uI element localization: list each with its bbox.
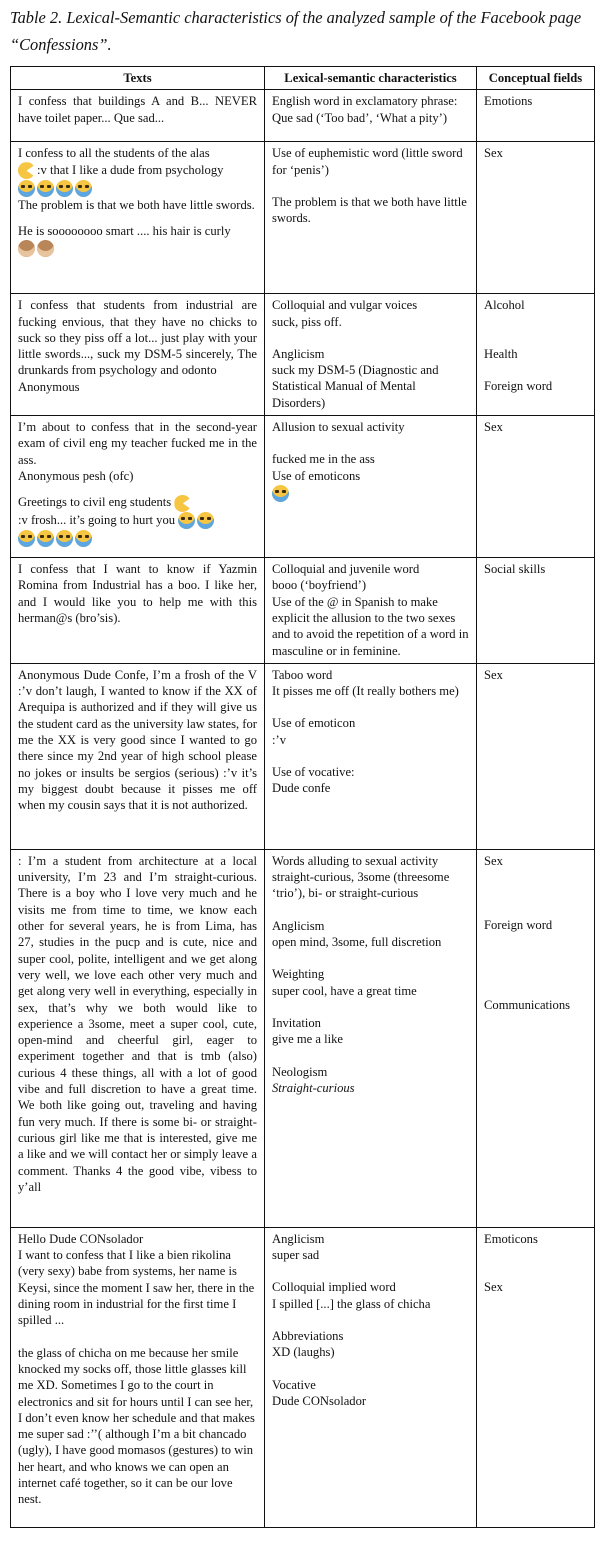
text-paragraph: I want to confess that I like a bien rikolina (very sexy) babe from systems, her name is Keysi, since the moment I saw her, there in the dining room in industrial for the first time I spilled ...: [18, 1248, 255, 1328]
monkey-emoji-icon: [37, 240, 54, 257]
header-fields: Conceptual fields: [477, 67, 595, 90]
table-row: [11, 294, 595, 416]
lexical-line: Invitation: [272, 1015, 321, 1030]
lexical-line: open mind, 3some, full discretion: [272, 935, 442, 950]
lexical-line: Colloquial and juvenile word: [272, 562, 420, 577]
fields-cell: [477, 1227, 595, 1527]
table-row: [11, 849, 595, 1227]
lexical-line: I spilled [...] the glass of chicha: [272, 1296, 431, 1311]
lexical-semantic-table: [10, 66, 595, 1528]
lexical-line: Dude CONsolador: [272, 1393, 367, 1408]
field-line: Health: [484, 346, 518, 361]
lexical-line: give me a like: [272, 1032, 343, 1047]
laughing-crying-emoji-icon: [37, 530, 54, 547]
field-line: Sex: [484, 1280, 503, 1295]
crying-emoji-icon: [37, 180, 54, 197]
texts-cell: [11, 90, 265, 142]
lexical-line: :’v: [272, 732, 286, 747]
text-paragraph: He is soooooooo smart .... his hair is curly: [18, 224, 231, 239]
lexical-line: Abbreviations: [272, 1329, 344, 1344]
lexical-cell: [265, 294, 477, 416]
lexical-line: The problem is that we both have little swords.: [272, 194, 467, 226]
text-paragraph: I confess that students from industrial are fucking envious, that they have no chicks to suck so they piss off a lot... just play with your little swords..., suck my DSM-5 sincerely, The drunkards from psychology and odonto: [18, 298, 257, 378]
emoji-row: [18, 529, 257, 547]
emoji-row: [18, 239, 257, 257]
text-paragraph: The problem is that we both have little swords.: [18, 197, 255, 212]
lexical-cell: [265, 142, 477, 294]
lexical-line: Que sad (‘Too bad’, ‘What a pity’): [272, 110, 448, 125]
pacman-emoji-icon: [174, 495, 191, 512]
lexical-cell: [265, 558, 477, 664]
lexical-line: suck my DSM-5 (Diagnostic and Statistical Manual of Mental Disorders): [272, 363, 439, 410]
lexical-line: Dude confe: [272, 781, 331, 796]
field-line: Sex: [484, 420, 503, 435]
lexical-line: Use of the @ in Spanish to make explicit the allusion to the two sexes and to avoid the repetition of a word in masculine or in feminine.: [272, 594, 469, 658]
field-line: Emoticons: [484, 1231, 538, 1246]
table-row: [11, 90, 595, 142]
lexical-cell: [265, 663, 477, 849]
texts-cell: [11, 294, 265, 416]
crying-emoji-icon: [56, 180, 73, 197]
header-texts: Texts: [11, 67, 265, 90]
laughing-crying-emoji-icon: [75, 530, 92, 547]
lexical-line: Anglicism: [272, 346, 325, 361]
text-paragraph: Anonymous pesh (ofc): [18, 468, 134, 483]
field-line: Foreign word: [484, 378, 553, 393]
texts-cell: [11, 849, 265, 1227]
lexical-line: suck, piss off.: [272, 314, 342, 329]
text-paragraph: the glass of chicha on me because her smile knocked my socks off, those little glasses kill me XD. Sometimes I go to the court in electronics and sit for hours until I can see her, I don’t even know her schedule and that makes me super sad :’’( although I’m a bit chancado (ugly), I have good momasos (gestures) to win her heart, and who knows we can open an internet café together, so it can be our love nest.: [18, 1345, 255, 1507]
field-line: Alcohol: [484, 298, 525, 313]
lexical-line: Vocative: [272, 1377, 316, 1392]
texts-cell: [11, 558, 265, 664]
lexical-cell: [265, 1227, 477, 1527]
crying-emoji-icon: [75, 180, 92, 197]
lexical-line: super cool, have a great time: [272, 983, 417, 998]
lexical-line: Colloquial and vulgar voices: [272, 298, 418, 313]
field-line: Sex: [484, 853, 503, 868]
laughing-crying-emoji-icon: [18, 530, 35, 547]
lexical-line: Taboo word: [272, 667, 333, 682]
lexical-cell: [265, 849, 477, 1227]
monkey-emoji-icon: [18, 240, 35, 257]
texts-cell: [11, 142, 265, 294]
lexical-line: Use of emoticons: [272, 468, 361, 483]
lexical-cell: [265, 90, 477, 142]
lexical-line: Use of emoticon: [272, 716, 356, 731]
lexical-line: Straight-curious: [272, 1080, 355, 1095]
table-caption: Table 2. Lexical-Semantic characteristics of the analyzed sample of the Facebook page “Confessions”.: [10, 8, 582, 54]
table-row: [11, 558, 595, 664]
lexical-line: booo (‘boyfriend’): [272, 578, 367, 593]
table-header-row: [11, 67, 595, 90]
fields-cell: [477, 142, 595, 294]
lexical-line: It pisses me off (It really bothers me): [272, 684, 459, 699]
text-paragraph: :v frosh... it’s going to hurt you: [18, 512, 257, 530]
table-row: [11, 663, 595, 849]
laughing-crying-emoji-icon: [56, 530, 73, 547]
lexical-line: Use of euphemistic word (little sword for ‘penis’): [272, 146, 463, 177]
field-line: Sex: [484, 667, 503, 682]
text-paragraph: Greetings to civil eng students: [18, 494, 257, 512]
text-paragraph: Hello Dude CONsolador: [18, 1231, 144, 1246]
pacman-emoji-icon: [18, 162, 35, 179]
crying-emoji-icon: [18, 180, 35, 197]
laughing-crying-emoji-icon: [178, 512, 195, 529]
emoji-row: [272, 484, 469, 502]
lexical-line: super sad: [272, 1248, 320, 1263]
text-paragraph: I confess that buildings A and B... NEVER have toilet paper... Que sad...: [18, 94, 257, 125]
table-row: [11, 416, 595, 558]
field-line: Sex: [484, 146, 503, 161]
text-paragraph: I confess that I want to know if Yazmin Romina from Industrial has a boo. I like her, and I would like you to help me with this herman@s (bro’sis).: [18, 562, 257, 625]
lexical-line: English word in exclamatory phrase:: [272, 94, 458, 109]
text-paragraph: :v that I like a dude from psychology: [18, 162, 257, 180]
fields-cell: [477, 294, 595, 416]
laughing-crying-emoji-icon: [197, 512, 214, 529]
lexical-line: Anglicism: [272, 1231, 325, 1246]
text-paragraph: I confess to all the students of the alas: [18, 146, 210, 161]
fields-cell: [477, 416, 595, 558]
lexical-line: Anglicism: [272, 918, 325, 933]
field-line: Foreign word: [484, 918, 553, 933]
lexical-line: Neologism: [272, 1064, 328, 1079]
lexical-line: fucked me in the ass: [272, 452, 375, 467]
fields-cell: [477, 849, 595, 1227]
lexical-line: Use of vocative:: [272, 765, 355, 780]
field-line: Social skills: [484, 562, 546, 577]
fields-cell: [477, 663, 595, 849]
lexical-cell: [265, 416, 477, 558]
header-lexical: Lexical-semantic characteristics: [265, 67, 477, 90]
fields-cell: [477, 558, 595, 664]
field-line: Communications: [484, 998, 571, 1013]
table-row: [11, 1227, 595, 1527]
texts-cell: [11, 416, 265, 558]
text-paragraph: I’m about to confess that in the second-year exam of civil eng my teacher fucked me in the ass.: [18, 420, 257, 467]
texts-cell: [11, 1227, 265, 1527]
lexical-line: XD (laughs): [272, 1345, 335, 1360]
lexical-line: Colloquial implied word: [272, 1280, 396, 1295]
laughing-crying-emoji-icon: [272, 485, 289, 502]
text-paragraph: : I’m a student from architecture at a local university, I’m 23 and I’m straight-curious. There is a boy who I love very much and he visits me from time to time, we know each other for several years, he is from Lima, has 27, studies in the pucp and is cute, nice and super cool, polite, intelligent and we get along very well, we love each other very much and get along very well in everything, especially in sex, that’s why we both would like to experience a 3some, meet a super cool, cute, open-mind and cheerful girl, eager to experiment together and that is tmb (also) curious 4 these things, all with a lot of good vibe and full discretion to have a great time. We both like going out, traveling and having fun very much. If there is some bi- or straight-curious girl like me that is interested, give me a like and we will contact her or simply leave a comment. Thanks 4 the good vibe, vibess to y’all: [18, 853, 257, 1194]
lexical-line: straight-curious, 3some (threesome ‘trio’), bi- or straight-curious: [272, 870, 450, 901]
emoji-row: [18, 179, 257, 197]
lexical-line: Words alluding to sexual activity: [272, 853, 439, 868]
texts-cell: [11, 663, 265, 849]
text-paragraph: Anonymous: [18, 379, 80, 394]
lexical-line: Allusion to sexual activity: [272, 420, 405, 435]
table-row: [11, 142, 595, 294]
fields-cell: [477, 90, 595, 142]
field-line: Emotions: [484, 94, 533, 109]
lexical-line: Weighting: [272, 967, 325, 982]
text-paragraph: Anonymous Dude Confe, I’m a frosh of the V :’v don’t laugh, I wanted to know if the XX of Arequipa is authorized and if they will give us the student card as the university law states, for me the XX is very good since I wanted to go there since my 2nd year of high school please no jokes or insults be sergios (serious) :’v it’s my biggest doubt because it pisses me off when my cousin says that it is not authorized.: [18, 667, 257, 813]
